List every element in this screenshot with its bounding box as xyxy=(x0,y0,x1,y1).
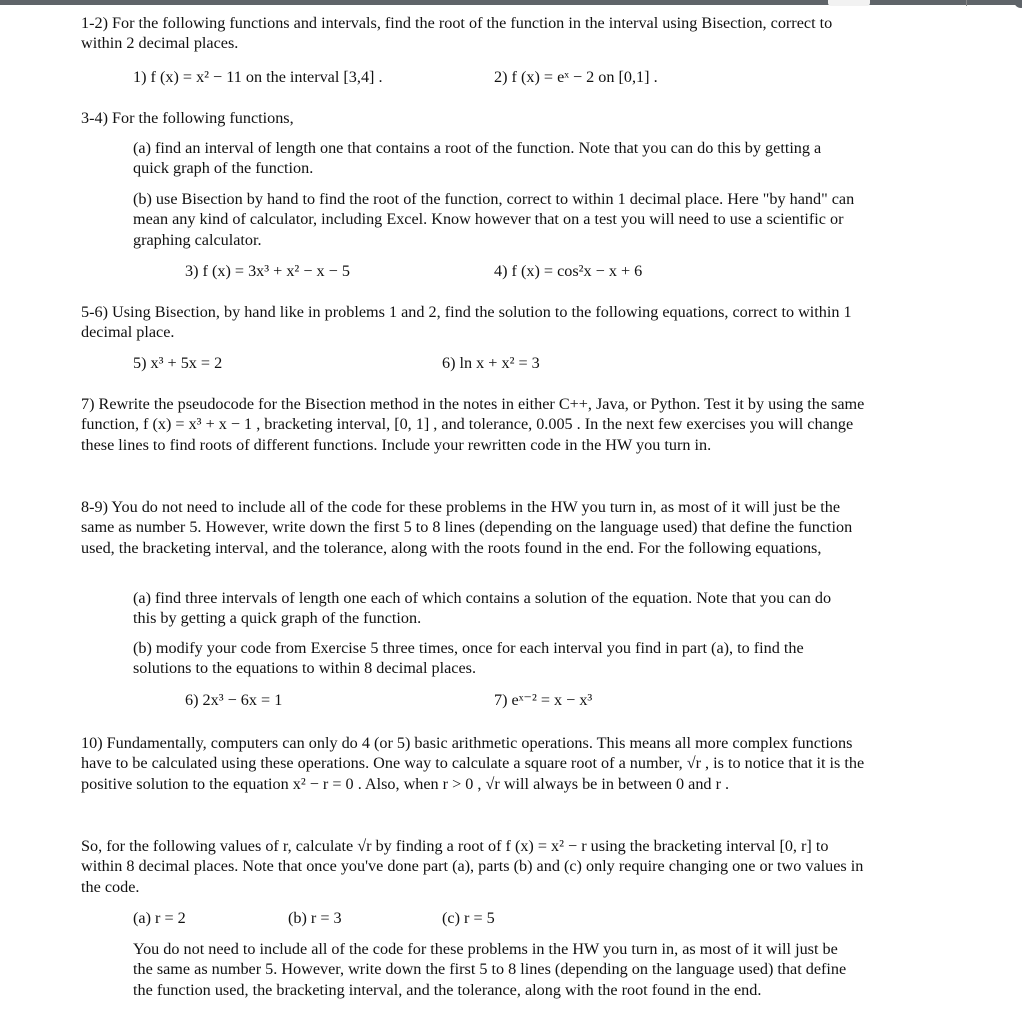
problem-10-body: So, for the following values of r, calculate √r by finding a root of f (x) = x² − r using the bracketing interval [0, r] to within 8 decimal places. Note that once you've done part (a), parts (b) and (c) only require changing one or two values in the code. xyxy=(81,837,864,896)
viewer-top-bar xyxy=(0,0,1022,5)
problem-7-text: 7) Rewrite the pseudocode for the Bisection method in the notes in either C++, Java, or Python. Test it by using the same function, f (x) = x³ + x − 1 , bracketing interval, [0, 1] , and tolerance, 0.005 . In the next few exercises you will change these lines to find roots of different functions. Include your rewritten code in the HW you turn in. xyxy=(81,395,865,454)
problem-8-9-header: 8-9) You do not need to include all of the code for these problems in the HW you turn in, as most of it will just be the same as number 5. However, write down the first 5 to 8 lines (depending on the language used) that define the function used, the bracketing interval, and the tolerance, along with the roots found in the end. For the following equations, xyxy=(81,498,853,557)
problem-10-intro: 10) Fundamentally, computers can only do 4 (or 5) basic arithmetic operations. This means all more complex functions have to be calculated using these operations. One way to calculate a square root of a number, √r , is to notice that it is the positive solution to the equation x² − r = 0 . Also, when r > 0 , √r will always be in between 0 and r . xyxy=(81,734,865,793)
problem-3-4-part-a: (a) find an interval of length one that contains a root of the function. Note that you can do this by getting a quick graph of the function. xyxy=(133,139,822,178)
problem-8-equation: 6) 2x³ − 6x = 1 xyxy=(185,691,283,709)
problem-10-part-a: (a) r = 2 xyxy=(133,909,186,927)
problem-10-part-b: (b) r = 3 xyxy=(288,909,342,927)
problem-8-9-part-a: (a) find three intervals of length one each of which contains a solution of the equation. Note that you can do this by getting a quick graph of the function. xyxy=(133,589,832,628)
problem-3-4-header: 3-4) For the following functions, xyxy=(81,109,294,127)
problem-1-2-header: 1-2) For the following functions and intervals, find the root of the function in the interval using Bisection, correct to within 2 decimal places. xyxy=(81,14,833,53)
problem-3-4-part-b: (b) use Bisection by hand to find the root of the function, correct to within 1 decimal place. Here "by hand" can mean any kind of calculator, including Excel. Know however that on a test you will need to use a scientific or graphing calculator. xyxy=(133,190,855,249)
problem-4-function: 4) f (x) = cos²x − x + 6 xyxy=(494,262,643,280)
scroll-thumb[interactable] xyxy=(828,0,870,6)
problem-10-footer: You do not need to include all of the code for these problems in the HW you turn in, as most of it will just be the same as number 5. However, write down the first 5 to 8 lines (depending on the language used) that define the function used, the bracketing interval, and the tolerance, along with the root found in the end. xyxy=(133,940,847,999)
problem-6-equation: 6) ln x + x² = 3 xyxy=(442,354,540,372)
problem-2-function: 2) f (x) = eˣ − 2 on [0,1] . xyxy=(494,68,658,86)
problem-3-function: 3) f (x) = 3x³ + x² − x − 5 xyxy=(185,262,350,280)
problem-1-function: 1) f (x) = x² − 11 on the interval [3,4] . xyxy=(133,68,383,86)
problem-5-equation: 5) x³ + 5x = 2 xyxy=(133,354,223,372)
toolbar-divider xyxy=(966,0,967,6)
problem-8-9-part-b: (b) modify your code from Exercise 5 three times, once for each interval you find in part (a), to find the solutions to the equations to within 8 decimal places. xyxy=(133,639,804,678)
problem-10-part-c: (c) r = 5 xyxy=(442,909,495,927)
problem-5-6-header: 5-6) Using Bisection, by hand like in problems 1 and 2, find the solution to the following equations, correct to within 1 decimal place. xyxy=(81,303,852,342)
scrollbar-handle[interactable] xyxy=(1014,0,1022,8)
problem-9-equation: 7) eˣ⁻² = x − x³ xyxy=(494,691,593,709)
